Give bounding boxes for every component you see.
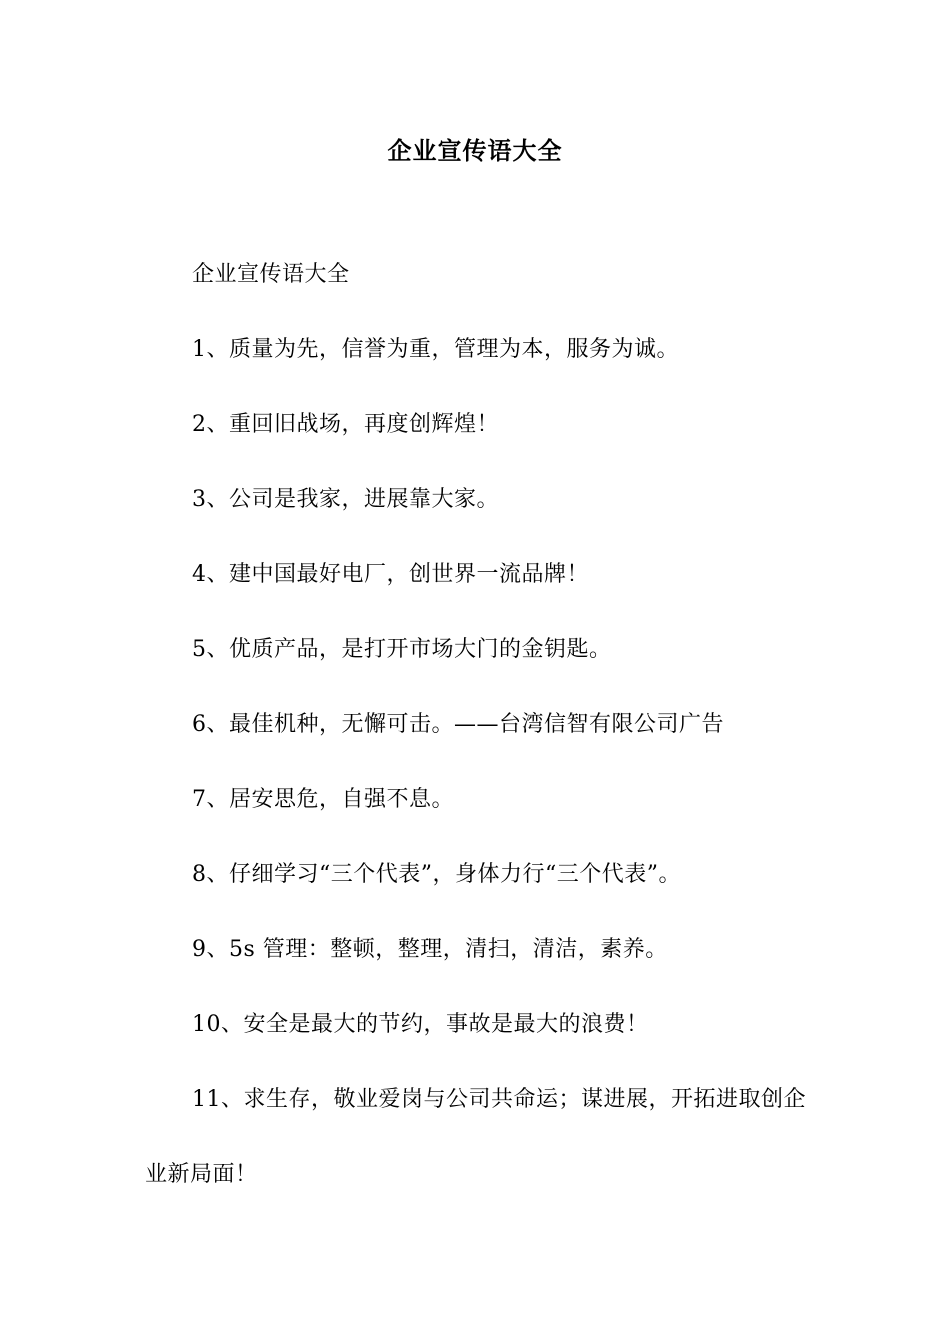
- document-title: 企业宣传语大全: [387, 136, 563, 165]
- slogan-item: 4、建中国最好电厂，创世界一流品牌！: [192, 562, 589, 587]
- slogan-item: 11、求生存，敬业爱岗与公司共命运；谋进展，开拓进取创企业新局面！: [145, 1087, 806, 1187]
- section-heading: 企业宣传语大全: [192, 262, 350, 287]
- slogan-item: 3、公司是我家，进展靠大家。: [192, 487, 499, 512]
- slogan-item: 1、质量为先，信誉为重，管理为本，服务为诚。: [192, 337, 679, 362]
- slogan-item: 9、5s 管理：整顿，整理，清扫，清洁，素养。: [192, 937, 668, 962]
- slogan-item: 10、安全是最大的节约，事故是最大的浪费！: [192, 1012, 649, 1037]
- slogan-item: 7、居安思危，自强不息。: [192, 787, 454, 812]
- slogan-item: 5、优质产品，是打开市场大门的金钥匙。: [192, 637, 612, 662]
- slogan-item: 2、重回旧战场，再度创辉煌！: [192, 412, 499, 437]
- slogan-item: 8、仔细学习“三个代表”，身体力行“三个代表”。: [192, 862, 681, 887]
- document-body: [145, 256, 825, 1249]
- slogan-item: 6、最佳机种，无懈可击。——台湾信智有限公司广告: [192, 712, 724, 737]
